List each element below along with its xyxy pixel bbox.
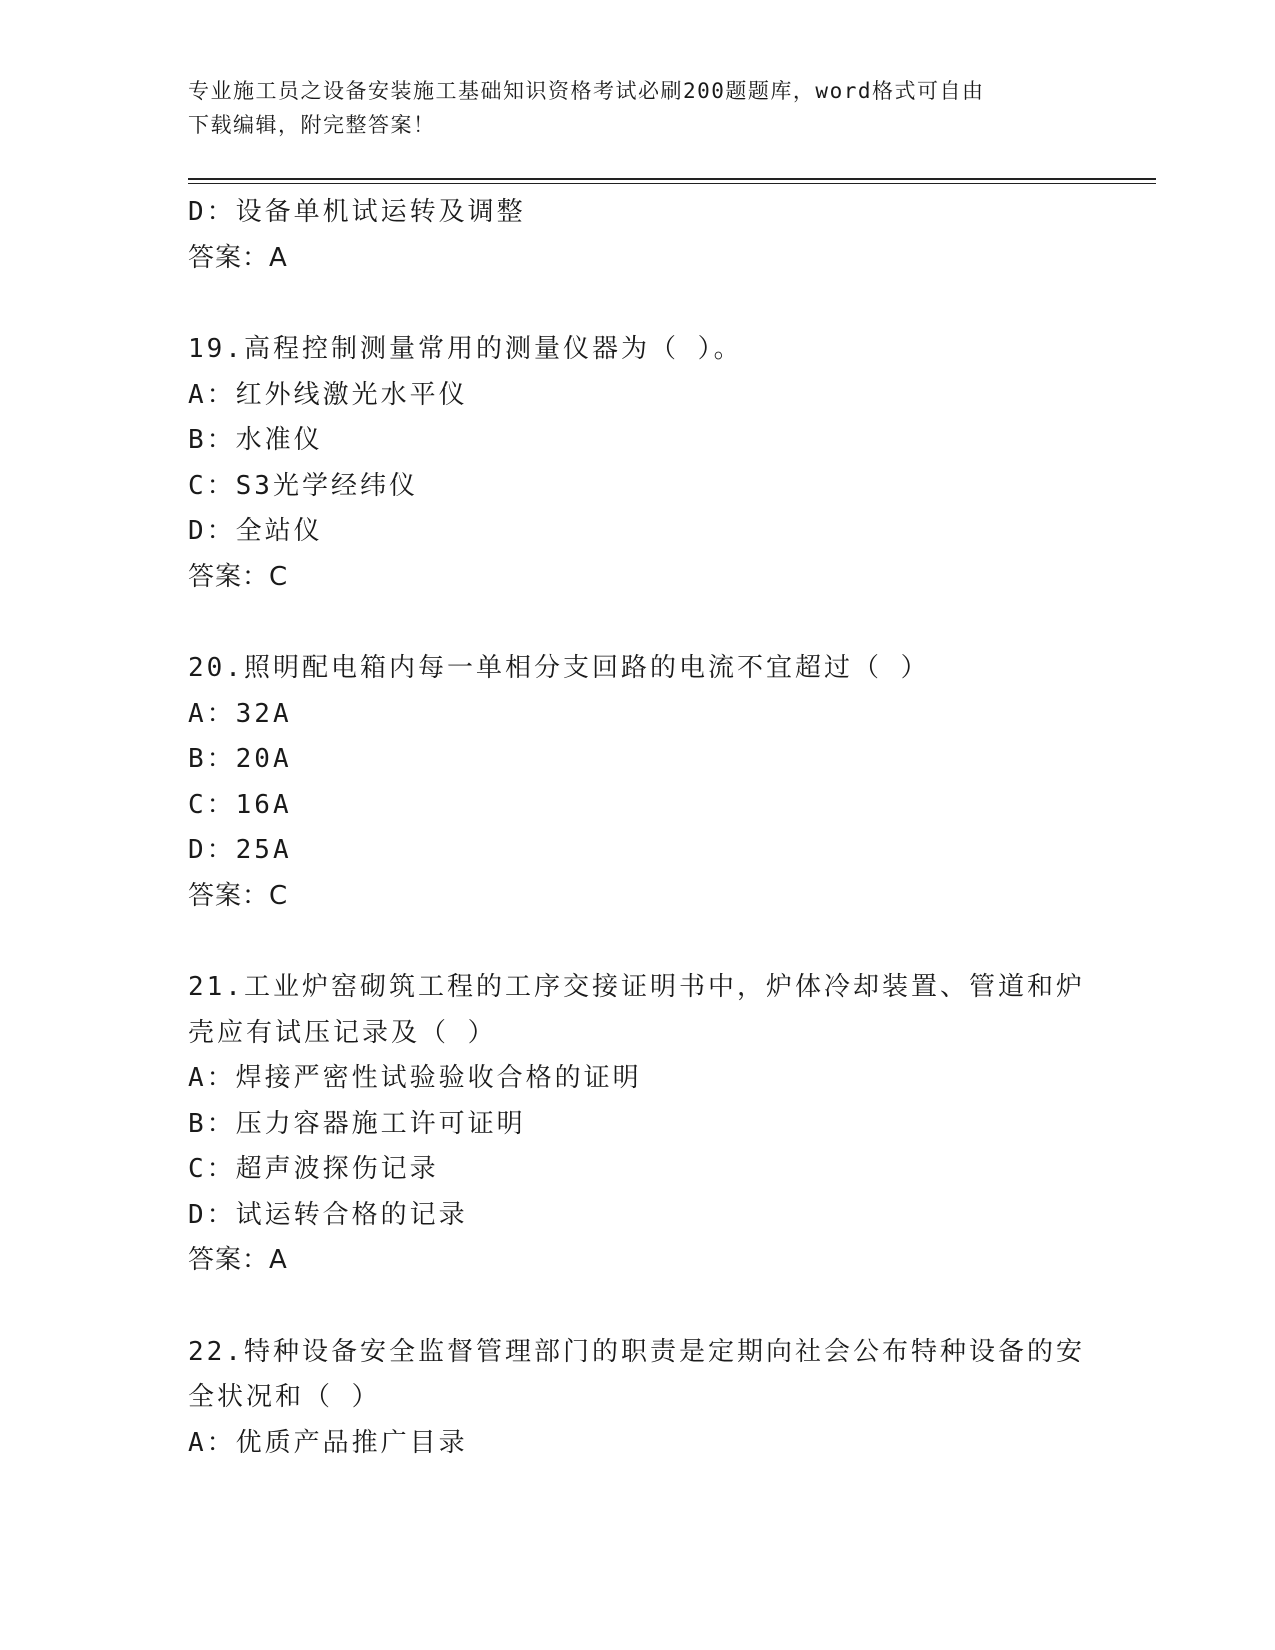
option-d: D：试运转合格的记录 xyxy=(188,1199,468,1230)
option-a: A：优质产品推广目录 xyxy=(188,1427,468,1458)
header-divider-thin xyxy=(188,183,1156,184)
question-20 xyxy=(188,646,1148,919)
option-b: B：水准仪 xyxy=(188,425,323,455)
option-d: D：全站仪 xyxy=(188,516,323,546)
question-stem: 19.高程控制测量常用的测量仪器为（ ）。 xyxy=(188,334,743,364)
option-a: A：32A xyxy=(188,698,292,729)
question-22 xyxy=(188,1330,1148,1467)
question-gap xyxy=(188,281,1148,327)
header-line-1: 专业施工员之设备安装施工基础知识资格考试必刷200题题库，word格式可自由 xyxy=(188,79,985,103)
q18-answer: 答案：A xyxy=(188,242,288,273)
option-d: D：25A xyxy=(188,835,292,865)
question-stem: 21.工业炉窑砌筑工程的工序交接证明书中，炉体冷却装置、管道和炉 xyxy=(188,972,1085,1002)
question-19 xyxy=(188,327,1148,600)
header-divider-thick xyxy=(188,178,1156,180)
option-a: A：焊接严密性试验验收合格的证明 xyxy=(188,1063,642,1093)
question-stem: 20.照明配电箱内每一单相分支回路的电流不宜超过（ ） xyxy=(188,653,930,683)
question-gap xyxy=(188,919,1148,965)
question-stem: 22.特种设备安全监督管理部门的职责是定期向社会公布特种设备的安 xyxy=(188,1336,1085,1367)
page-header xyxy=(188,74,1088,142)
question-gap xyxy=(188,600,1148,646)
option-b: B：20A xyxy=(188,744,292,774)
question-gap xyxy=(188,1284,1148,1330)
question-list xyxy=(188,190,1148,1466)
answer: 答案：C xyxy=(188,880,289,911)
question-stem-continued: 壳应有试压记录及（ ） xyxy=(188,1017,497,1048)
header-line-2: 下载编辑，附完整答案！ xyxy=(188,113,436,137)
answer: 答案：C xyxy=(188,561,289,592)
option-c: C：超声波探伤记录 xyxy=(188,1154,439,1184)
option-c: C：S3光学经纬仪 xyxy=(188,470,418,501)
answer: 答案：A xyxy=(188,1245,288,1275)
q18-option-d: D：设备单机试运转及调整 xyxy=(188,197,526,227)
option-c: C：16A xyxy=(188,789,292,820)
option-a: A：红外线激光水平仪 xyxy=(188,379,468,410)
option-b: B：压力容器施工许可证明 xyxy=(188,1108,526,1139)
question-21 xyxy=(188,965,1148,1284)
question-stem-continued: 全状况和（ ） xyxy=(188,1382,381,1412)
